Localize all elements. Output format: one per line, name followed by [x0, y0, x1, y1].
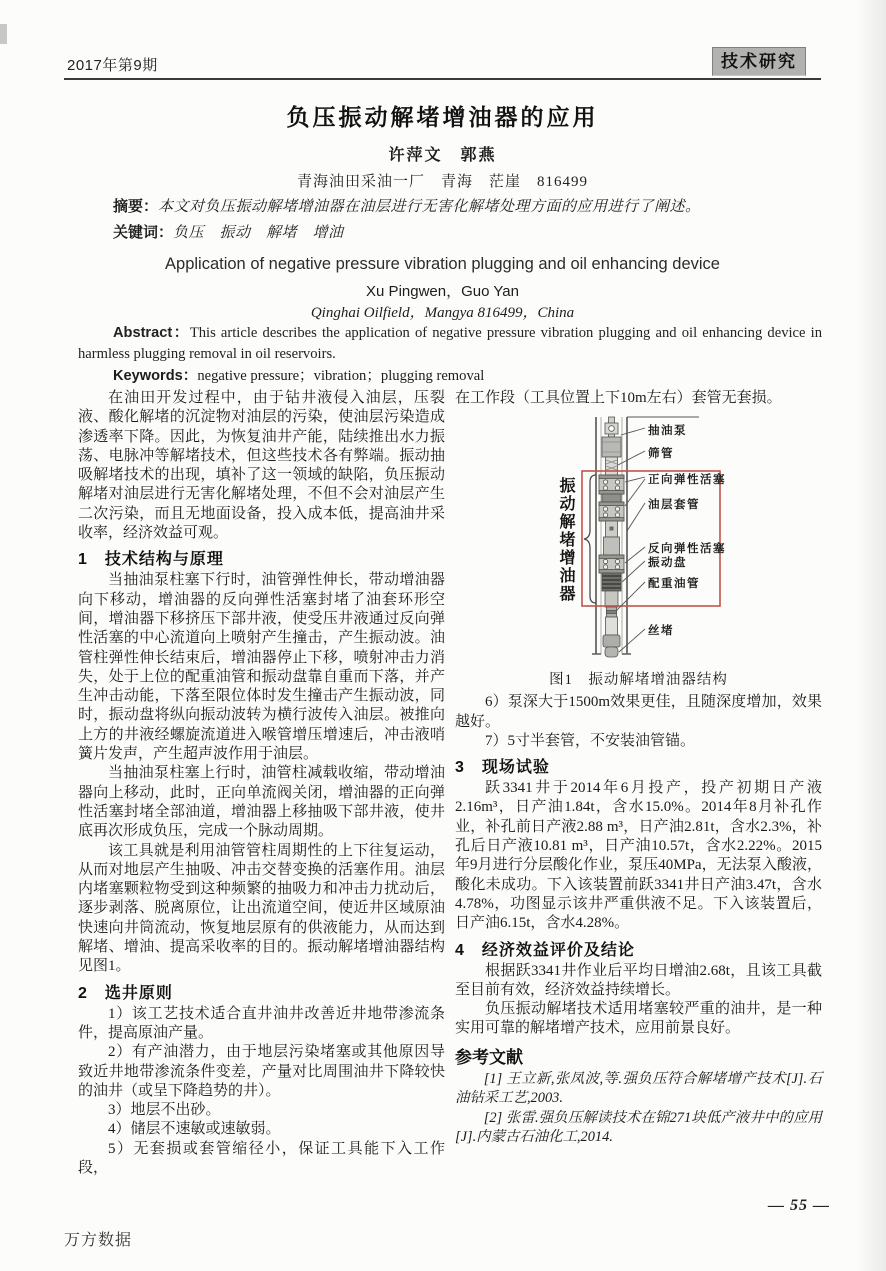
section1-paragraph-3: 该工具就是利用油管管柱周期性的上下往复运动，从而对地层产生抽吸、冲击交替变换的活塞作用。油层内堵塞颗粒物受到这种频繁的抽吸力和冲击力扰动后，逐步剥落、脱离原位，让出流道空间，使近井区域原油快速向井筒流动，恢复地层原有的供液能力，从而达到解堵、增油、提高采收率的目的。振动解堵增油器结构见图1。	[78, 842, 445, 975]
paper-title-zh: 负压振动解堵增油器的应用	[286, 104, 599, 130]
abstract-en	[78, 323, 822, 365]
item-7: 7）5寸半套管，不安装油管锚。	[485, 732, 696, 749]
paper-title-en: Application of negative pressure vibration plugging and oil enhancing device	[165, 255, 720, 273]
continuation-line: 在工作段（工具位置上下10m左右）套管无套损。	[455, 390, 782, 406]
section2-item-5: 5）无套损或套管缩径小，保证工具能下入工作段，	[78, 1140, 445, 1176]
body-columns	[78, 389, 822, 1178]
abstract-text-en: This article describes the application of negative pressure vibration plugging and oil enhancing device in harmless plugging removal in oil reservoirs.	[78, 325, 823, 362]
page-number: — 55 —	[768, 1197, 830, 1214]
affiliation-zh: 青海油田采油一厂 青海 茫崖 816499	[296, 174, 588, 190]
figure-label-reverse-piston: 反向弹性活塞	[648, 543, 726, 556]
header-rule	[64, 78, 821, 80]
journal-issue: 2017年第9期	[67, 57, 158, 74]
abstract-label-en: Abstract：	[113, 325, 190, 341]
authors-en: Xu Pingwen，Guo Yan	[366, 283, 519, 300]
section4-heading: 4 经济效益评价及结论	[455, 941, 635, 959]
wanfang-watermark: 万方数据	[64, 1232, 133, 1249]
abstract-zh	[113, 195, 807, 216]
grouping-brace	[584, 475, 596, 603]
section1-paragraph-1: 当抽油泵柱塞下行时，油管弹性伸长，带动增油器向下移动，增油器的反向弹性活塞封堵了油套环形空间，增油器下移挤压下部井液，使受压井液通过反向弹性活塞的中心流道向上喷射产生撞击，产生振动波。油管柱弹性伸长结束后，增油器停止下移，喷射冲击力消失，处于上位的配重油管和振动盘靠自重而下落，并产生冲击动能，下落至限位体时发生撞击产生振动波，同时，振动盘将纵向振动波转为横行波传入油层。被推向上方的井液经螺旋流道进入喉管增压增速后，冲击液哨簧片发声，产生超声波作用于油层。	[78, 572, 445, 763]
leader-lines	[616, 428, 645, 652]
keywords-label-en: Keywords：	[113, 368, 198, 384]
abstract-text-zh: 本文对负压振动解堵增油器在油层进行无害化解堵处理方面的应用进行了阐述。	[158, 199, 701, 215]
section2-item-3: 3）地层不出砂。	[108, 1102, 221, 1119]
section1-heading: 1 技术结构与原理	[78, 551, 224, 569]
keywords-text-zh: 负压 振动 解堵 增油	[173, 225, 344, 241]
figure-label-pump: 抽油泵	[648, 425, 687, 438]
references-heading: 参考文献	[455, 1047, 523, 1067]
left-column	[78, 389, 445, 1178]
figure-label-counterweight-tubing: 配重油管	[648, 578, 700, 591]
section3-heading: 3 现场试验	[455, 759, 550, 777]
figure-label-casing: 油层套管	[648, 499, 700, 512]
keywords-zh	[113, 221, 807, 242]
item-6: 6）泵深大于1500m效果更佳，且随深度增加，效果越好。	[455, 694, 822, 730]
tool-string	[599, 417, 624, 657]
keywords-label-zh: 关键词：	[113, 224, 174, 241]
figure-label-forward-piston: 正向弹性活塞	[648, 474, 726, 487]
abstract-label-zh: 摘要：	[113, 198, 159, 215]
scan-artifact	[0, 24, 7, 44]
figure-caption: 图1 振动解堵增油器结构	[549, 672, 728, 688]
figure-label-screen-pipe: 筛管	[648, 448, 674, 461]
keywords-text-en: negative pressure；vibration；plugging removal	[197, 368, 485, 384]
section4-paragraph-1: 根据跃3341井作业后平均日增油2.68t，且该工具截至目前有效，经济效益持续增长。	[455, 962, 822, 998]
reference-1: [1] 王立新,张凤波,等.强负压符合解堵增产技术[J].石油钻采工艺,2003.	[455, 1070, 822, 1107]
page-edge-shadow	[856, 0, 886, 1271]
section2-item-1: 1）该工艺技术适合直井油井改善近井地带渗流条件，提高原油产量。	[78, 1005, 445, 1041]
reference-2: [2] 张雷.强负压解读技术在锦271块低产液井中的应用[J].内蒙古石油化工,2014.	[455, 1109, 822, 1146]
section2-heading: 2 选井原则	[78, 984, 173, 1002]
figure1	[455, 411, 822, 692]
authors-zh: 许萍文 郭燕	[388, 147, 497, 164]
category-badge: 技术研究	[712, 47, 806, 76]
section4-paragraph-2: 负压振动解堵技术适用堵塞较严重的油井，是一种实用可靠的解堵增产技术，应用前景良好。	[455, 1001, 822, 1037]
intro-paragraph: 在油田开发过程中，由于钻井液侵入油层，压裂液、酸化解堵的沉淀物对油层的污染，使油层污染造成渗透率下降。因此，为恢复油井产能，陆续推出水力振荡、电脉冲等解堵技术，但这些技术各有弊端。振动抽吸解堵技术的出现，填补了这一领域的缺陷，负压振动解堵对油层进行无害化解堵处理，不但不会对油层产生二次污染，而且无地面设备，投入成本低，提高油井采收率，经济效益可观。	[78, 390, 445, 542]
figure-label-plug: 丝堵	[648, 625, 674, 638]
section3-paragraph: 跃3341井于2014年6月投产，投产初期日产液2.16m³，日产油1.84t，含水15.0%。2014年8月补孔作业，补孔前日产液2.88 m³，日产油2.81t，含水2.3%，补孔后日产液10.81 m³，日产油10.57t，含水2.22%。2015年9月进行分层酸化作业，泵压40MPa，无法泵入酸液，酸化未成功。下入该装置前跃3341井日产油3.47t，含水4.78%，功图显示该井严重供液不足。下入该装置后，日产油6.15t，含水4.28%。	[455, 780, 822, 932]
section2-item-2: 2）有产油潜力，由于地层污染堵塞或其他原因导致近井地带渗流条件变差，产量对比周围油井下降较快的油井（或呈下降趋势的井）。	[78, 1044, 445, 1099]
section1-paragraph-2: 当抽油泵柱塞上行时，油管柱减载收缩，带动增油器向上移动，此时，正向单流阀关闭，增油器的正向弹性活塞封堵全部油道，增油器上移抽吸下部井液，使井底再次形成负压，完成一个脉动周期。	[78, 765, 445, 840]
keywords-en	[113, 364, 813, 385]
figure-label-vibration-plate: 振动盘	[648, 557, 687, 570]
figure-side-label: 振动解堵增油器	[557, 477, 574, 604]
section2-item-4: 4）储层不速敏或速敏弱。	[108, 1121, 281, 1138]
figure1-diagram	[455, 411, 822, 663]
affiliation-en: Qinghai Oilfield，Mangya 816499，China	[310, 305, 575, 321]
right-column	[455, 389, 822, 1178]
